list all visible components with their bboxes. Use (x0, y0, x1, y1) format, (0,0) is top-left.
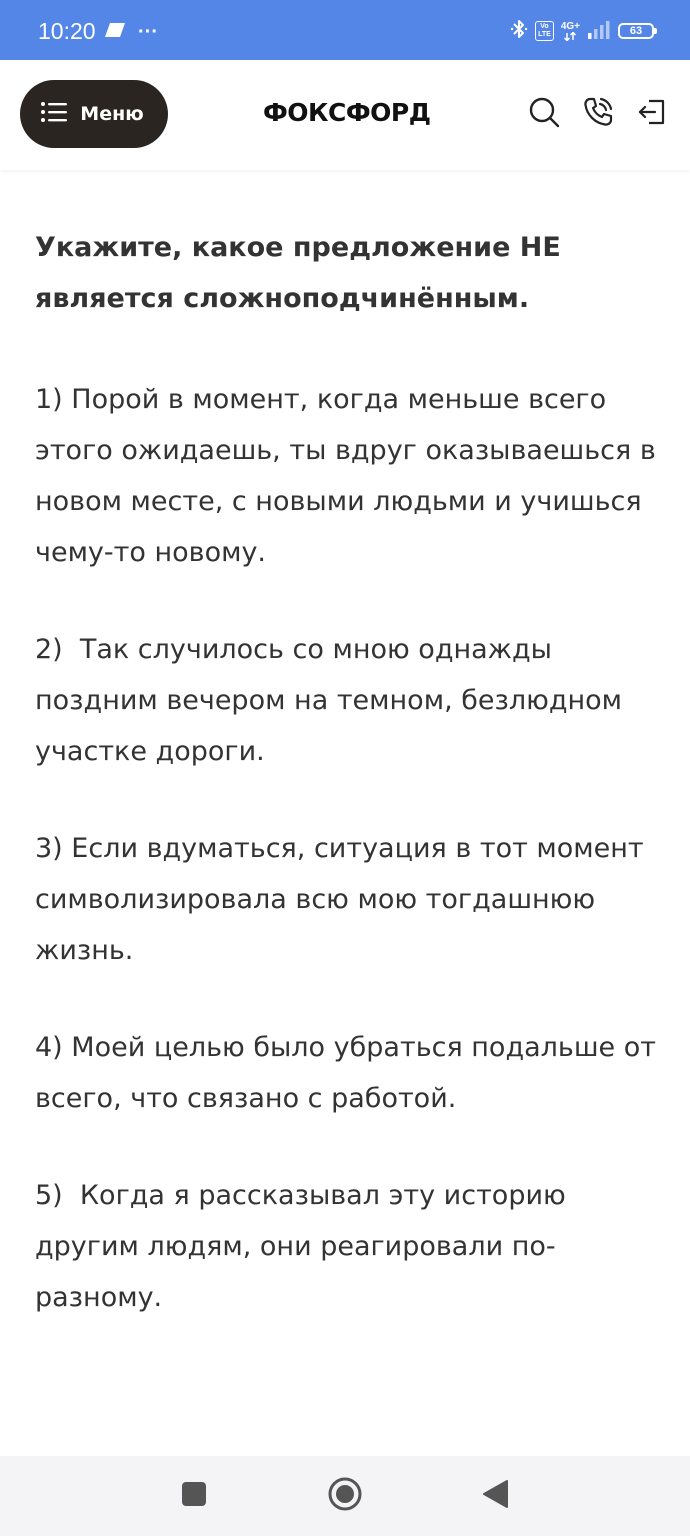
battery-level: 63 (629, 25, 643, 37)
recents-button[interactable] (176, 1478, 212, 1514)
question-title: Укажите, какое предложение НЕ является сложноподчинённым. (35, 232, 561, 314)
menu-button[interactable] (20, 80, 168, 148)
home-button[interactable] (327, 1478, 363, 1514)
status-right-icons (510, 18, 654, 44)
menu-label: Меню (80, 103, 144, 125)
status-left-icons (104, 22, 158, 42)
square-icon (181, 1481, 207, 1511)
network-type: 4G+ (560, 20, 580, 32)
login-button[interactable] (634, 96, 670, 132)
foxford-logo[interactable]: ФОКСФОРД (263, 98, 431, 127)
app-header (0, 60, 690, 170)
signal-icon (587, 19, 611, 43)
back-button[interactable] (477, 1478, 513, 1514)
volte-icon: Vo LTE (535, 21, 554, 41)
answer-option-2: 2) Так случилось со мною однажды поздним вечером на темном, безлюдном участке дороги. (35, 634, 631, 767)
network-indicator (561, 22, 580, 41)
answer-option-3: 3) Если вдуматься, ситуация в тот момент символизировала всю мою тогдашнюю жизнь. (35, 833, 653, 966)
answer-option-4: 4) Моей целью было убраться подальше от всего, что связано с работой. (35, 1032, 665, 1114)
search-button[interactable] (526, 96, 562, 132)
answer-option-1: 1) Порой в момент, когда меньше всего этого ожидаешь, ты вдруг оказываешься в новом месте, с новыми людьми и учишься чему-то новому. (35, 384, 665, 568)
hamburger-icon (40, 101, 68, 127)
answer-option-5: 5) Когда я рассказывал эту историю другим людям, они реагировали по-разному. (35, 1180, 575, 1313)
system-nav-bar (0, 1456, 690, 1536)
notification-app-icon (104, 22, 126, 42)
phone-icon (582, 96, 614, 132)
status-bar (0, 0, 690, 60)
call-button[interactable] (580, 96, 616, 132)
login-icon (637, 97, 667, 131)
circle-icon (327, 1476, 363, 1516)
status-time: 10:20 (38, 18, 96, 44)
battery-icon (618, 23, 654, 39)
search-icon (528, 96, 560, 132)
more-notifications-icon: ··· (138, 21, 158, 43)
triangle-back-icon (481, 1479, 509, 1513)
question-content (35, 222, 665, 1369)
bluetooth-icon (510, 18, 528, 44)
